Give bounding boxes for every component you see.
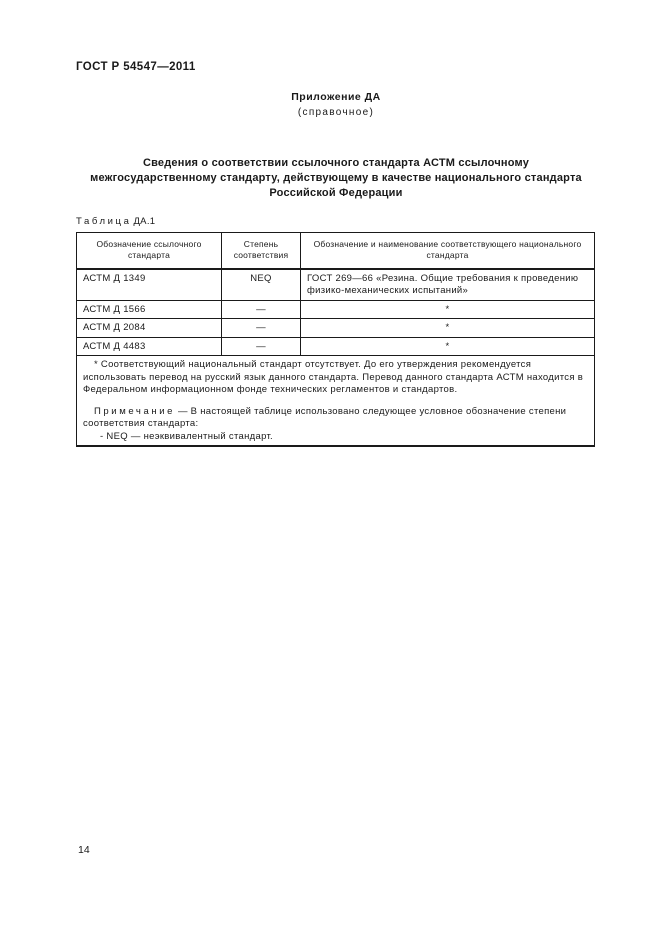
correspondence-table [76,232,595,447]
section-title [76,156,596,201]
appendix-type: (справочное) [297,107,375,118]
column-header-degree: Степень соответствия [222,233,301,269]
cell-reference-standard: АСТМ Д 2084 [77,319,222,338]
table-footnote: * Соответствующий национальный стандарт отсутствует. До его утверждения рекомендуется использовать перевод на русский язык данного стандарта. Перевод данного стандарта АСТМ находится в Федеральном информационном фонде технических регламентов и стандартов. [83,359,584,395]
cell-degree: NEQ [222,269,301,301]
cell-national-standard: * [301,300,595,319]
table-note-item: - NEQ — неэквивалентный стандарт. [100,430,273,442]
table-footnote-cell [77,356,595,447]
table-caption-word: Таблица [76,216,132,227]
cell-national-standard: * [301,337,595,356]
table-footnote-row [77,356,595,447]
table-row [77,269,595,301]
table-note [83,406,588,431]
cell-reference-standard: АСТМ Д 1566 [77,300,222,319]
doc-code: ГОСТ Р 54547—2011 [76,61,196,73]
section-title-line-2: межгосударственному стандарту, действующему в качестве национального стандарта [90,172,582,184]
table-note-text: — В настоящей таблице использовано следующее условное обозначение степени соответствия стандарта: [83,405,567,429]
cell-reference-standard: АСТМ Д 1349 [77,269,222,301]
table-note-label: Примечание [94,405,175,417]
table-row [77,319,595,338]
column-header-national-standard: Обозначение и наименование соответствующего национального стандарта [301,233,595,269]
table-caption-number: ДА.1 [133,216,156,227]
table-row [77,337,595,356]
page-number: 14 [78,844,90,856]
cell-degree: — [222,300,301,319]
cell-reference-standard: АСТМ Д 4483 [77,337,222,356]
section-title-line-3: Российской Федерации [269,187,403,199]
appendix-heading [76,90,596,120]
section-title-line-1: Сведения о соответствии ссылочного стандарта АСТМ ссылочному [142,157,530,169]
column-header-reference-standard: Обозначение ссылочного стандарта [77,233,222,269]
cell-national-standard: ГОСТ 269—66 «Резина. Общие требования к проведению физико-механических испытаний» [301,269,595,301]
cell-degree: — [222,337,301,356]
cell-degree: — [222,319,301,338]
appendix-label: Приложение ДА [291,91,381,103]
table-header-row [77,233,595,269]
table-header [77,233,595,269]
cell-national-standard: * [301,319,595,338]
table-caption [76,216,596,227]
table-row [77,300,595,319]
